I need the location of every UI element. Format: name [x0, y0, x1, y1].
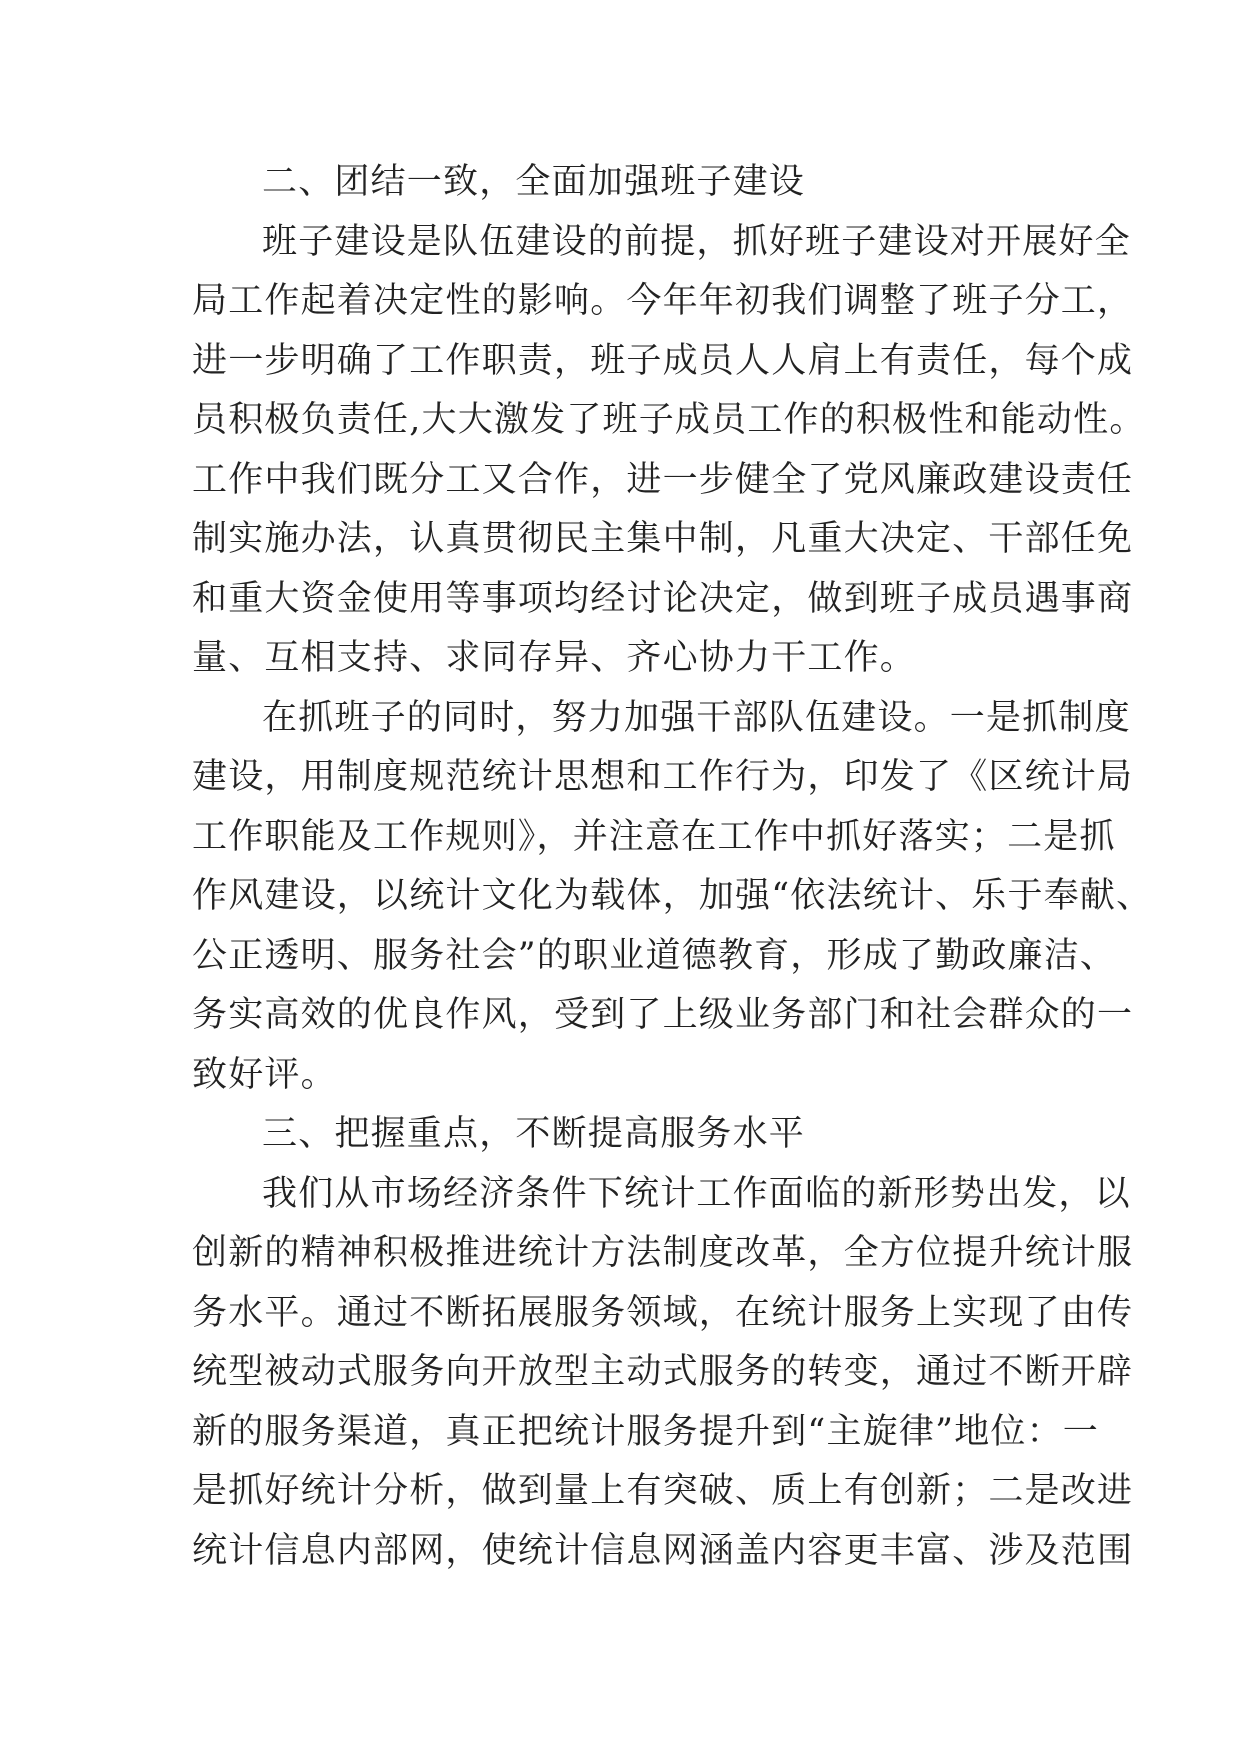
- text-line: 务实高效的优良作风，受到了上级业务部门和社会群众的一: [192, 995, 1134, 1035]
- text-line: 我们从市场经济条件下统计工作面临的新形势出发，以: [262, 1173, 1131, 1214]
- text-line: 统型被动式服务向开放型主动式服务的转变，通过不断开辟: [192, 1352, 1134, 1392]
- heading-text: 二、团结一致，全面加强班子建设: [262, 162, 806, 202]
- heading-text: 三、把握重点，不断提高服务水平: [262, 1114, 806, 1154]
- text-line: 致好评。: [192, 1054, 337, 1095]
- text-line: 进一步明确了工作职责，班子成员人人肩上有责任，每个成: [192, 340, 1134, 381]
- text-line: 工作职能及工作规则》，并注意在工作中抓好落实；二是抓: [192, 816, 1116, 857]
- text-line: 量、互相支持、求同存异、齐心协力干工作。: [192, 638, 917, 678]
- text-line: 工作中我们既分工又合作，进一步健全了党风廉政建设责任: [192, 459, 1134, 500]
- text-line: 班子建设是队伍建设的前提，抓好班子建设对开展好全: [262, 221, 1131, 262]
- paragraph-team-building: [192, 213, 1146, 689]
- paragraph-cadre-building: [192, 689, 1153, 1106]
- document-body: [192, 153, 1153, 1581]
- text-line: 新的服务渠道，真正把统计服务提升到“主旋律”地位：一: [192, 1411, 1099, 1452]
- text-line: 制实施办法，认真贯彻民主集中制，凡重大决定、干部任免: [192, 519, 1134, 559]
- text-line: 局工作起着决定性的影响。今年年初我们调整了班子分工，: [192, 281, 1134, 321]
- text-line: 在抓班子的同时，努力加强干部队伍建设。一是抓制度: [262, 697, 1131, 738]
- section-heading-3: [192, 1105, 1072, 1165]
- text-line: 是抓好统计分析，做到量上有突破、质上有创新；二是改进: [192, 1471, 1134, 1511]
- text-line: 统计信息内部网，使统计信息网涵盖内容更丰富、涉及范围: [192, 1530, 1134, 1571]
- text-line: 员积极负责任,大大激发了班子成员工作的积极性和能动性。: [192, 400, 1146, 440]
- text-line: 创新的精神积极推进统计方法制度改革，全方位提升统计服: [192, 1233, 1134, 1273]
- text-line: 和重大资金使用等事项均经讨论决定，做到班子成员遇事商: [192, 578, 1134, 619]
- text-line: 务水平。通过不断拓展服务领域，在统计服务上实现了由传: [192, 1292, 1134, 1333]
- section-heading-2: [192, 153, 1072, 213]
- text-line: 建设，用制度规范统计思想和工作行为，印发了《区统计局: [192, 757, 1134, 797]
- paragraph-service-level: [192, 1165, 1134, 1582]
- text-line: 公正透明、服务社会”的职业道德教育，形成了勤政廉洁、: [192, 935, 1117, 976]
- text-line: 作风建设，以统计文化为载体，加强“依法统计、乐于奉献、: [192, 876, 1153, 916]
